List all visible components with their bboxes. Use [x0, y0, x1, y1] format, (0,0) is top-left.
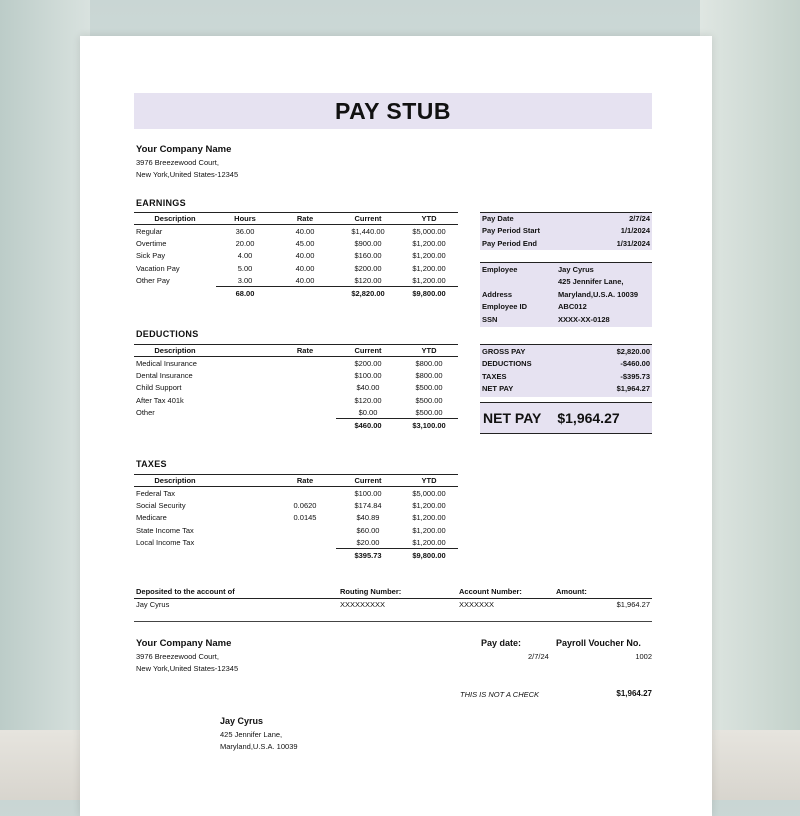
value: $2,820.00	[616, 347, 650, 356]
cell: 20.00	[235, 238, 255, 248]
employee-row	[480, 276, 652, 288]
deposit-account-name: Jay Cyrus	[136, 600, 170, 609]
cell: $0.00	[358, 407, 378, 417]
label: Pay Period End	[482, 238, 538, 248]
cell: Child Support	[136, 383, 182, 393]
employee-row	[480, 289, 652, 301]
table-row	[134, 512, 458, 524]
amount-label: Amount:	[556, 587, 587, 596]
value: -$395.73	[620, 371, 650, 381]
company-name: Your Company Name	[136, 144, 232, 155]
cell: $900.00	[354, 238, 382, 248]
cell: Local Income Tax	[136, 538, 195, 548]
deductions-title: DEDUCTIONS	[136, 329, 199, 339]
routing-number: XXXXXXXXX	[340, 600, 386, 609]
pay-period-row	[480, 213, 652, 225]
cell: $500.00	[415, 407, 443, 417]
value: 2/7/24	[629, 214, 650, 223]
pay-period-row	[480, 238, 652, 250]
table-row	[134, 237, 458, 249]
cell: $800.00	[415, 370, 443, 380]
label: Address	[482, 289, 513, 299]
cell: 5.00	[237, 263, 253, 273]
value: Jay Cyrus	[558, 265, 594, 274]
cell: $5,000.00	[412, 488, 446, 498]
payee-address2: Maryland,U.S.A. 10039	[220, 742, 298, 751]
value: ABC012	[558, 302, 587, 312]
cell	[274, 406, 336, 419]
cell: $174.84	[354, 500, 382, 510]
cell: Medical Insurance	[136, 358, 197, 368]
cell: 40.00	[295, 263, 315, 273]
earnings-header: Hours	[216, 213, 274, 225]
table-row	[134, 357, 458, 370]
cell: Other	[136, 408, 155, 418]
net-pay-box	[480, 402, 652, 434]
cell: $160.00	[354, 251, 382, 261]
background-left	[0, 0, 90, 800]
voucher-company-address2: New York,United States-12345	[136, 664, 239, 673]
cell: $1,200.00	[412, 275, 446, 285]
cell: Medicare	[136, 513, 167, 523]
taxes-header: YTD	[400, 475, 458, 487]
cell: $200.00	[354, 263, 382, 273]
label: TAXES	[482, 371, 507, 381]
table-row	[134, 225, 458, 238]
label: SSN	[482, 314, 498, 324]
voucher-pay-date-label: Pay date:	[481, 638, 522, 648]
cell: 36.00	[235, 226, 255, 236]
table-row	[134, 536, 458, 549]
cell: After Tax 401k	[136, 395, 184, 405]
cell: Regular	[136, 226, 163, 236]
total-cell: $3,100.00	[400, 419, 458, 432]
payee-address1: 425 Jennifer Lane,	[220, 730, 283, 739]
employee-row	[480, 301, 652, 313]
net-pay-label: NET PAY	[483, 410, 542, 426]
value: $1,964.27	[616, 384, 650, 394]
summary-row	[480, 358, 652, 370]
account-number-label: Account Number:	[459, 587, 522, 596]
deductions-header: Current	[336, 345, 400, 357]
summary-row	[480, 346, 652, 358]
cell: 4.00	[237, 251, 253, 261]
cell: 40.00	[295, 226, 315, 236]
table-row	[134, 382, 458, 394]
cell: $20.00	[356, 537, 380, 547]
table-row	[134, 262, 458, 274]
deductions-header: YTD	[400, 345, 458, 357]
earnings-header: Current	[336, 213, 400, 225]
cell	[274, 524, 336, 536]
taxes-header: Current	[336, 475, 400, 487]
value: Maryland,U.S.A. 10039	[558, 289, 639, 299]
cell: $60.00	[356, 525, 380, 535]
not-a-check-notice: THIS IS NOT A CHECK	[460, 690, 540, 699]
cell: $500.00	[415, 395, 443, 405]
net-pay-value: $1,964.27	[557, 410, 620, 426]
voucher-number-label: Payroll Voucher No.	[556, 638, 641, 648]
cell: 40.00	[295, 251, 315, 261]
total-cell: $2,820.00	[336, 287, 400, 300]
total-cell: $395.73	[336, 549, 400, 562]
total-cell: $9,800.00	[400, 287, 458, 300]
cell: 0.0620	[293, 500, 317, 510]
cell: $1,200.00	[412, 513, 446, 523]
cell: 40.00	[295, 275, 315, 285]
earnings-title: EARNINGS	[136, 198, 186, 208]
cell	[134, 287, 216, 300]
value: XXXX-XX-0128	[558, 314, 610, 324]
value: 425 Jennifer Lane,	[558, 277, 624, 287]
table-row	[134, 274, 458, 287]
table-row	[134, 250, 458, 262]
divider	[134, 621, 652, 622]
empty-header	[216, 475, 274, 487]
cell: Federal Tax	[136, 488, 176, 498]
value: 1/31/2024	[616, 238, 650, 248]
cell	[274, 382, 336, 394]
total-row	[134, 287, 458, 300]
table-row	[134, 394, 458, 406]
table-row	[134, 524, 458, 536]
total-cell: 68.00	[216, 287, 274, 300]
cell	[274, 394, 336, 406]
page-title: PAY STUB	[334, 98, 452, 124]
deductions-header: Description	[134, 345, 216, 357]
cell: 0.0145	[293, 513, 317, 523]
label: NET PAY	[482, 384, 514, 394]
table-row	[134, 369, 458, 381]
cell: $200.00	[354, 358, 382, 368]
cell: $800.00	[415, 358, 443, 368]
cell	[274, 357, 336, 370]
voucher-amount: $1,964.27	[616, 689, 652, 698]
cell: $100.00	[354, 488, 382, 498]
taxes-header: Rate	[274, 475, 336, 487]
cell: $1,200.00	[412, 537, 446, 547]
label: Employee	[482, 265, 518, 274]
summary-row	[480, 371, 652, 383]
earnings-table	[134, 212, 458, 300]
label: Pay Period Start	[482, 226, 540, 236]
cell: $1,200.00	[412, 525, 446, 535]
pay-period-box	[480, 212, 652, 250]
cell: $500.00	[415, 383, 443, 393]
cell: Sick Pay	[136, 251, 166, 261]
label: Employee ID	[482, 302, 528, 312]
cell: $1,440.00	[351, 226, 385, 236]
company-address-line1: 3976 Breezewood Court,	[136, 158, 219, 167]
cell: Dental Insurance	[136, 370, 193, 380]
cell: $40.00	[356, 383, 380, 393]
title-bar	[134, 93, 652, 129]
cell: $1,200.00	[412, 238, 446, 248]
summary-box	[480, 344, 652, 397]
voucher-company-name: Your Company Name	[136, 638, 232, 649]
cell: $100.00	[354, 370, 382, 380]
voucher-company-address1: 3976 Breezewood Court,	[136, 652, 219, 661]
summary-row	[480, 383, 652, 395]
total-cell: $460.00	[336, 419, 400, 432]
deductions-table	[134, 344, 458, 432]
total-cell	[274, 287, 336, 300]
routing-number-label: Routing Number:	[340, 587, 402, 596]
earnings-header: Description	[134, 213, 216, 225]
value: 1/1/2024	[620, 226, 650, 236]
deposit-amount: $1,964.27	[616, 600, 650, 609]
label: Pay Date	[482, 214, 514, 223]
cell: $1,200.00	[412, 263, 446, 273]
label: DEDUCTIONS	[482, 359, 532, 369]
cell: State Income Tax	[136, 525, 194, 535]
payee-name: Jay Cyrus	[220, 716, 264, 726]
cell: 45.00	[295, 238, 315, 248]
cell	[274, 536, 336, 549]
table-row	[134, 487, 458, 500]
taxes-header: Description	[134, 475, 216, 487]
voucher-number: 1002	[635, 652, 652, 661]
cell	[274, 487, 336, 500]
deductions-header: Rate	[274, 345, 336, 357]
pay-period-row	[480, 225, 652, 237]
total-row	[134, 549, 458, 562]
deposit-account-label: Deposited to the account of	[136, 587, 235, 596]
cell: $5,000.00	[412, 226, 446, 236]
cell: Vacation Pay	[136, 263, 180, 273]
empty-header	[216, 345, 274, 357]
cell: Social Security	[136, 500, 186, 510]
taxes-title: TAXES	[136, 459, 167, 469]
cell: $1,200.00	[412, 251, 446, 261]
taxes-table	[134, 474, 458, 562]
cell	[274, 369, 336, 381]
pay-stub-page	[80, 36, 712, 816]
deposit-values	[134, 600, 652, 612]
employee-row	[480, 264, 652, 276]
label: GROSS PAY	[482, 347, 526, 356]
value: -$460.00	[620, 359, 650, 369]
employee-box	[480, 262, 652, 327]
voucher-pay-date: 2/7/24	[528, 652, 549, 661]
cell: $120.00	[354, 395, 382, 405]
company-address-line2: New York,United States-12345	[136, 170, 239, 179]
label	[482, 276, 558, 288]
cell: $40.89	[356, 513, 380, 523]
cell: $120.00	[354, 275, 382, 285]
earnings-header: YTD	[400, 213, 458, 225]
table-row	[134, 499, 458, 511]
employee-row	[480, 314, 652, 326]
total-cell: $9,800.00	[400, 549, 458, 562]
table-row	[134, 406, 458, 419]
earnings-header: Rate	[274, 213, 336, 225]
cell: Other Pay	[136, 276, 170, 286]
background-right	[700, 0, 800, 800]
total-row	[134, 419, 458, 432]
account-number: XXXXXXX	[459, 600, 495, 609]
deposit-header	[134, 586, 652, 599]
cell: 3.00	[237, 275, 253, 285]
cell: Overtime	[136, 238, 167, 248]
cell: $1,200.00	[412, 500, 446, 510]
